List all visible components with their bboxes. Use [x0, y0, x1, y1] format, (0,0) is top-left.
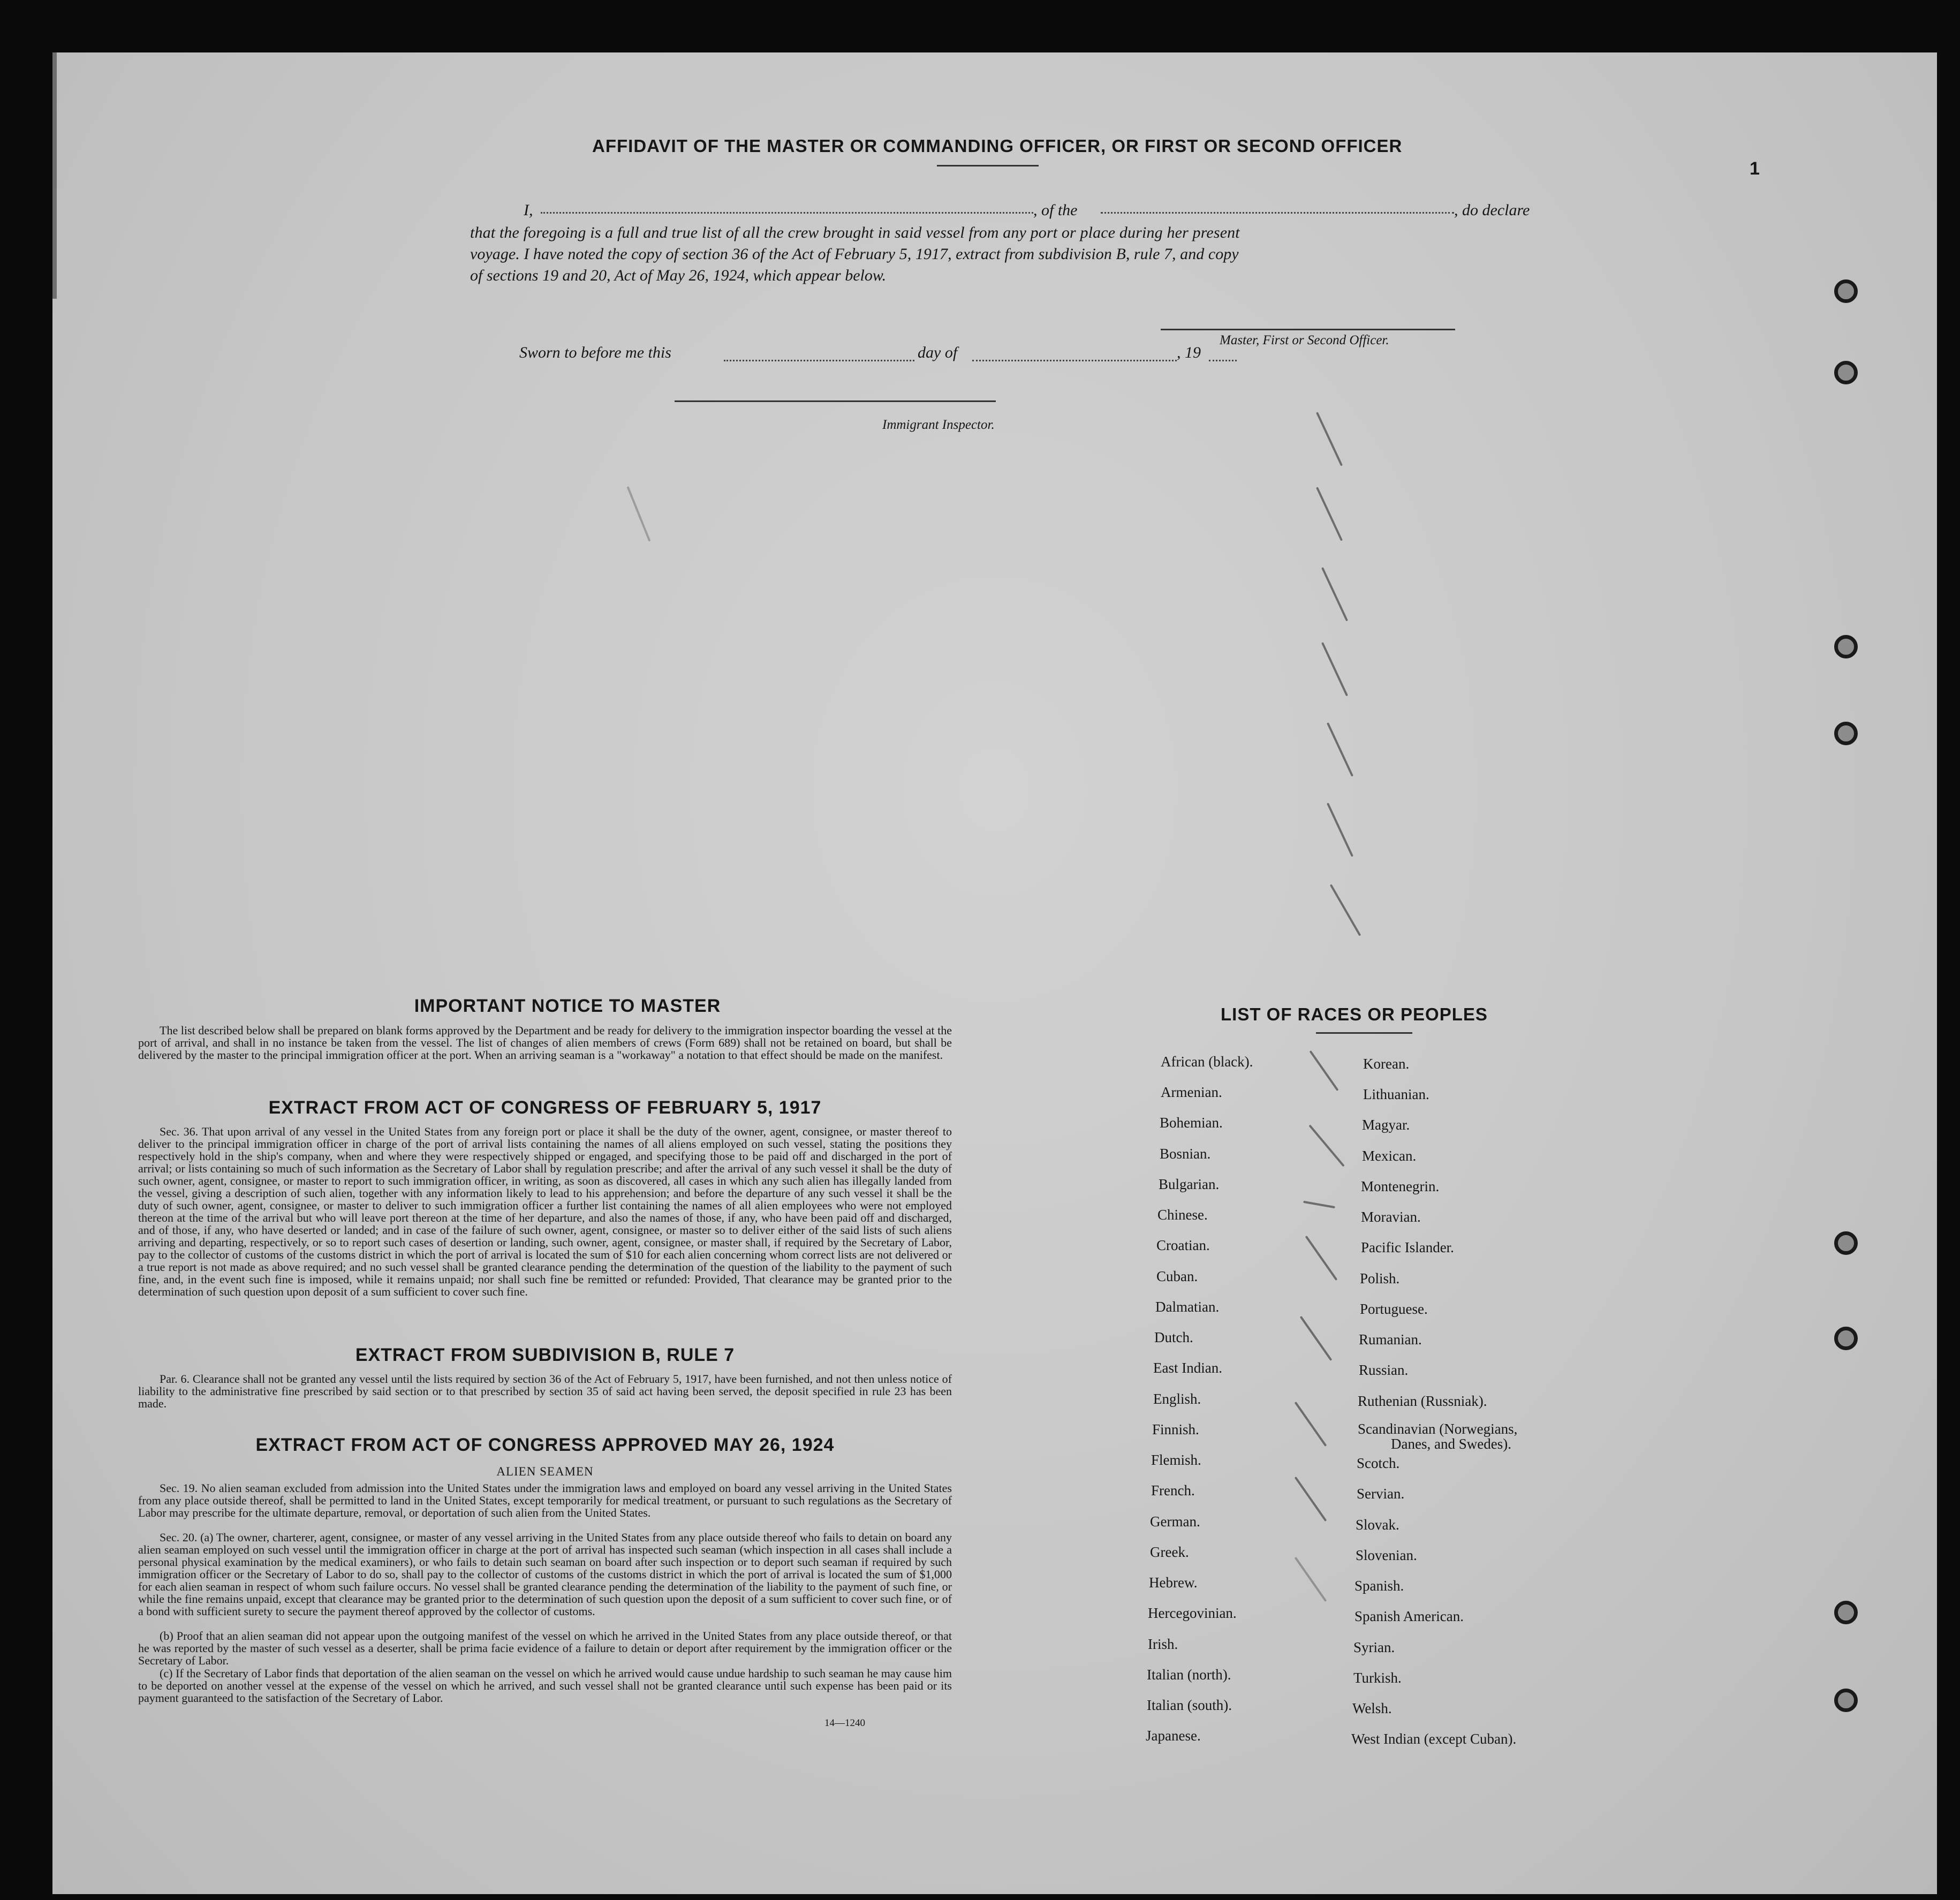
binder-hole [1834, 722, 1858, 745]
binder-hole [1834, 279, 1858, 303]
binder-hole [1834, 361, 1858, 384]
i-label: I, [524, 201, 533, 219]
race-left-item: Flemish. [1151, 1452, 1201, 1468]
race-left-item: French. [1151, 1482, 1195, 1498]
binder-hole [1834, 1327, 1858, 1350]
race-right-item: Mexican. [1362, 1148, 1417, 1164]
race-right-item: Moravian. [1361, 1209, 1421, 1225]
race-right-item: Rumanian. [1359, 1331, 1422, 1348]
race-right-item: Syrian. [1353, 1639, 1395, 1655]
race-left-item: Dalmatian. [1155, 1299, 1220, 1315]
ditto-mark [1305, 1236, 1338, 1281]
sec20b-text: (b) Proof that an alien seaman did not appear upon the outgoing manifest of the vessel on which he arrived in the United States from any place outside thereof, or that he was reported by the master of such vessel as a deserter, shall be prima facie evidence of a failure to detain or deport after requirement by the immigration officer or the Secretary of Labor. [138, 1629, 952, 1667]
race-right-item: Welsh. [1352, 1700, 1392, 1716]
declaration-line-3: of sections 19 and 20, Act of May 26, 1924, which appear below. [470, 267, 887, 284]
race-right-item: Magyar. [1362, 1117, 1410, 1133]
day-blank [724, 360, 914, 361]
form-number: 14—1240 [824, 1717, 865, 1729]
inspector-caption: Immigrant Inspector. [882, 418, 995, 432]
race-right-item: Scotch. [1357, 1455, 1400, 1471]
race-right-item: Spanish. [1354, 1578, 1404, 1594]
extract-1924-title: EXTRACT FROM ACT OF CONGRESS APPROVED MAY 26, 1924 [255, 1435, 835, 1455]
of-the-label: , of the [1033, 201, 1078, 219]
page-number: 1 [1750, 158, 1760, 179]
year-label: , 19 [1177, 344, 1201, 361]
month-blank [972, 360, 1177, 361]
race-right-item: Slovak. [1356, 1517, 1399, 1533]
race-left-item: African (black). [1161, 1054, 1253, 1070]
ditto-mark [1300, 1316, 1333, 1361]
ditto-mark [627, 486, 651, 541]
race-left-item: Bulgarian. [1159, 1176, 1220, 1192]
sec20c-text: (c) If the Secretary of Labor finds that deportation of the alien seaman on the vessel on which he arrived would cause undue hardship to such seaman he may cause him to be deported on another vessel at the expense of the vessel on which he arrived, and such vessel shall not be granted clearance until such expense has been paid or its payment guaranteed to the satisfaction of the Secretary of Labor. [138, 1667, 952, 1705]
race-right-item: Korean. [1363, 1056, 1410, 1072]
notice-title: IMPORTANT NOTICE TO MASTER [414, 996, 721, 1016]
notice-text: The list described below shall be prepared on blank forms approved by the Department and be ready for delivery to the immigration inspector boarding the vessel at the port of arrival, and shall in no instance be taken from the vessel. The list of changes of alien members of crews (Form 689) shall not be retained on board, but shall be delivered by the master to the principal immigration officer at the port. When an arriving seaman is a "workaway" a notation to that effect should be made on the manifest. [138, 1024, 952, 1062]
race-right-item: West Indian (except Cuban). [1351, 1731, 1517, 1747]
race-right-item: Portuguese. [1360, 1301, 1428, 1317]
race-right-item: Pacific Islander. [1361, 1239, 1454, 1255]
race-left-item: East Indian. [1153, 1360, 1222, 1376]
binder-hole [1834, 1231, 1858, 1255]
races-title: LIST OF RACES OR PEOPLES [1221, 1004, 1488, 1024]
race-left-item: Chinese. [1157, 1207, 1208, 1223]
extract-1917-text: Sec. 36. That upon arrival of any vessel in the United States from any foreign port or place it shall be the duty of the owner, agent, consignee, or master thereof to deliver to the principal immigration officer in charge of the port of arrival lists containing the names of all aliens employed on such vessel, stating the positions they respectively hold in the ship's company, when and where they were respectively shipped or engaged, and specifying those to be paid off and discharged in the port of arrival; or lists containing so much of such information as the Secretary of Labor shall by regulation prescribe; and after the arrival of any such vessel it shall be the duty of such owner, agent, consignee, or master to report to such immigration officer, in writing, as soon as discovered, all cases in which any such alien has illegally landed from the vessel, giving a description of such alien, together with any information likely to lead to his apprehension; and before the departure of any such vessel it shall be the duty of such owner, agent, consignee, or master to deliver to such immigration officer a further list containing the names of all alien employees who were not employed thereon at the time of the arrival but who will leave port thereon at the time of her departure, and also the names of those, if any, who have been paid off and discharged, and of those, if any, who have deserted or landed; and in case of the failure of such owner, agent, consignee, or master so to deliver either of the said lists of such aliens arriving and departing, respectively, or so to report such cases of desertion or landing, such owner, agent, consignee, or master shall, if required by the Secretary of Labor, pay to the collector of customs of the customs district in which the port of arrival is located the sum of $10 for each alien concerning whom correct lists are not delivered or a true report is not made as above required; and no such vessel shall be granted clearance pending the determination of the question of the liability to the payment of such fine, and, in the event such fine is imposed, while it remains unpaid; nor shall such fine be remitted or refunded: Provided, That clearance may be granted prior to the determination of such question upon deposit of a sum sufficient to cover such fine. [138, 1125, 952, 1298]
page-edge-shadow [52, 52, 57, 299]
binder-hole [1834, 1601, 1858, 1624]
race-right-item: Turkish. [1353, 1670, 1402, 1686]
declaration-line-1: that the foregoing is a full and true list of all the crew brought in said vessel from any port or place during her present [470, 224, 1240, 241]
race-left-item: Croatian. [1156, 1237, 1210, 1253]
race-left-item: Japanese. [1146, 1728, 1201, 1744]
race-right-item: Montenegrin. [1361, 1178, 1440, 1194]
sworn-label: Sworn to before me this [519, 344, 671, 361]
race-left-item: Italian (north). [1147, 1667, 1231, 1683]
binder-hole [1834, 1689, 1858, 1712]
do-declare-label: , do declare [1454, 201, 1530, 219]
ditto-mark [1295, 1402, 1327, 1447]
extract-rule7-text: Par. 6. Clearance shall not be granted any vessel until the lists required by section 36 of the Act of February 5, 1917, have been furnished, and not then unless notice of liability to the administrative fine prescribed by said section or to that prescribed by section 35 of said act having been served, the deposit specified in rule 23 has been made. [138, 1372, 952, 1410]
ditto-mark [1295, 1477, 1327, 1521]
inspector-line [675, 400, 996, 402]
declaration-line-2: voyage. I have noted the copy of section 36 of the Act of February 5, 1917, extract from subdivision B, rule 7, and copy [470, 245, 1239, 263]
race-right-item: Russian. [1359, 1362, 1409, 1378]
race-left-item: Bohemian. [1160, 1115, 1223, 1131]
ditto-mark [1321, 567, 1348, 621]
race-right-item: Lithuanian. [1363, 1086, 1429, 1102]
ditto-mark [1316, 487, 1343, 541]
ditto-mark [1327, 803, 1353, 857]
race-right-item: Ruthenian (Russniak). [1358, 1393, 1487, 1409]
affidavit-title: AFFIDAVIT OF THE MASTER OR COMMANDING OFFICER, OR FIRST OR SECOND OFFICER [592, 136, 1403, 156]
race-left-item: Bosnian. [1160, 1146, 1211, 1162]
race-left-item: Irish. [1148, 1636, 1178, 1652]
form-page [52, 52, 1937, 1894]
sec19-text: Sec. 19. No alien seaman excluded from admission into the United States under the immigration laws and employed on board any vessel arriving in the United States from any place outside thereof, shall be permitted to land in the United States, except temporarily for medical treatment, or pursuant to such regulations as the Secretary of Labor may prescribe for the ultimate departure, removal, or deportation of such alien from the United States. [138, 1481, 952, 1519]
signature-caption: Master, First or Second Officer. [1220, 333, 1389, 347]
bleed-through-text [1605, 133, 1612, 164]
title-underline [937, 165, 1039, 166]
ditto-mark [1310, 1050, 1339, 1091]
race-left-item: Hercegovinian. [1148, 1605, 1237, 1621]
race-right-item: Scandinavian (Norwegians, [1358, 1421, 1518, 1437]
extract-rule7-title: EXTRACT FROM SUBDIVISION B, RULE 7 [355, 1345, 735, 1365]
alien-seamen-subtitle: ALIEN SEAMEN [496, 1465, 594, 1478]
ditto-mark [1295, 1557, 1327, 1602]
ditto-mark [1316, 412, 1343, 466]
race-right-item: Slovenian. [1356, 1547, 1417, 1563]
race-left-item: Cuban. [1156, 1268, 1198, 1284]
signature-line [1161, 329, 1455, 330]
ditto-mark [1321, 642, 1348, 696]
race-right-item: Spanish American. [1354, 1608, 1464, 1624]
races-underline [1316, 1032, 1412, 1034]
name-blank [541, 212, 1033, 214]
ditto-mark [1303, 1201, 1335, 1208]
year-blank [1209, 360, 1237, 361]
extract-1917-title: EXTRACT FROM ACT OF CONGRESS OF FEBRUARY 5, 1917 [268, 1097, 822, 1118]
race-left-item: Dutch. [1154, 1329, 1193, 1345]
race-right-item: Danes, and Swedes). [1391, 1436, 1511, 1452]
race-left-item: German. [1150, 1513, 1200, 1530]
ditto-mark [1308, 1124, 1344, 1167]
race-left-item: Greek. [1150, 1544, 1189, 1560]
ditto-mark [1330, 884, 1361, 936]
race-left-item: English. [1153, 1391, 1201, 1407]
race-right-item: Polish. [1360, 1270, 1400, 1286]
vessel-blank [1101, 212, 1454, 214]
race-left-item: Hebrew. [1149, 1574, 1198, 1591]
race-left-item: Finnish. [1152, 1421, 1199, 1437]
sec20a-text: Sec. 20. (a) The owner, charterer, agent, consignee, or master of any vessel arriving in the United States from any place outside thereof who fails to detain on board any alien seaman employed on such vessel until the immigration officer in charge at the port of arrival has inspected such seaman (which inspection in all cases shall include a personal physical examination by the medical examiners), or who fails to detain such seaman on board after such inspection or to deport such seaman if required by such immigration officer or the Secretary of Labor to do so, shall pay to the collector of customs of the customs district in which the port of arrival is located the sum of $1,000 for each alien seaman in respect of whom such failure occurs. No vessel shall be granted clearance pending the determination of the liability to the payment of such fine, or while the fine remains unpaid, except that clearance may be granted prior to the determination of such question upon the deposit of a sum sufficient to cover such fine, or of a bond with sufficient surety to secure the payment thereof approved by the collector of customs. [138, 1531, 952, 1618]
day-of-label: day of [918, 344, 958, 361]
race-right-item: Servian. [1357, 1486, 1405, 1502]
race-left-item: Italian (south). [1147, 1697, 1232, 1713]
binder-hole [1834, 635, 1858, 658]
race-left-item: Armenian. [1161, 1084, 1222, 1100]
ditto-mark [1327, 722, 1353, 776]
